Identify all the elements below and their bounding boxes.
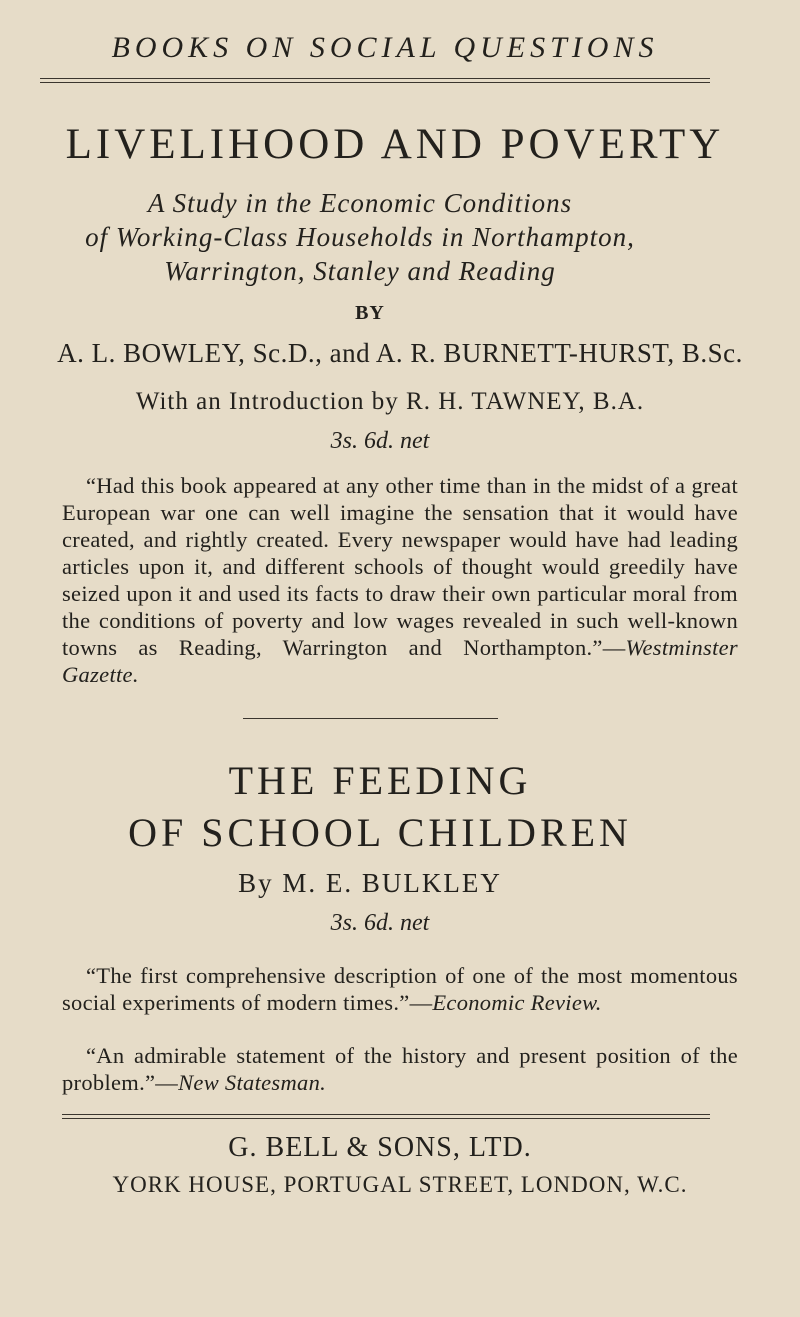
book1-subtitle-line-2: of Working-Class Households in Northampton, <box>85 222 635 252</box>
book1-review-text: “Had this book appeared at any other time than in the midst of a great European war one can well imagine the sensation that it would have created, and rightly created. Every newspaper would have had leading articles upon it, and different schools of thought would greedily have seized upon it and used its facts to draw their own particular moral from the conditions of poverty and low wages revealed in such well-known towns as Reading, Warrington and Northampton.”— <box>62 473 738 660</box>
publisher-address: YORK HOUSE, PORTUGAL STREET, LONDON, W.C. <box>112 1172 688 1197</box>
book2-review-2-text: “An admirable statement of the history and present position of the problem.”— <box>62 1043 738 1095</box>
book1-subtitle-line-3: Warrington, Stanley and Reading <box>164 256 556 286</box>
book1-by-label: BY <box>355 302 385 324</box>
book2-review-1-text: “The first comprehensive description of one of the most momentous social experiments of modern times.”— <box>62 963 738 1015</box>
book1-title: LIVELIHOOD AND POVERTY <box>65 121 725 168</box>
book2-price: 3s. 6d. net <box>330 910 430 936</box>
series-double-rule-top <box>40 78 710 79</box>
book1-subtitle-line-1: A Study in the Economic Conditions <box>147 188 573 218</box>
book1-price: 3s. 6d. net <box>330 428 430 454</box>
book2-author: By M. E. BULKLEY <box>238 868 502 898</box>
book1-review-quote <box>62 472 738 688</box>
book2-review-2 <box>62 1042 738 1096</box>
series-heading: BOOKS ON SOCIAL QUESTIONS <box>111 31 659 64</box>
publisher-name: G. BELL & SONS, LTD. <box>228 1132 532 1163</box>
section-divider <box>243 718 498 719</box>
book2-title-line-1: THE FEEDING <box>228 758 532 803</box>
publisher-double-rule-top <box>62 1114 710 1115</box>
book1-authors: A. L. BOWLEY, Sc.D., and A. R. BURNETT-HURST, B.Sc. <box>57 338 743 368</box>
series-double-rule-bottom <box>40 82 710 83</box>
book1-introduction-credit: With an Introduction by R. H. TAWNEY, B.A. <box>135 388 645 415</box>
book2-review-2-source: New Statesman. <box>178 1070 327 1095</box>
book2-review-1-source: Economic Review. <box>432 990 602 1015</box>
publisher-double-rule-bottom <box>62 1118 710 1119</box>
book2-title-line-2: OF SCHOOL CHILDREN <box>128 810 632 855</box>
book2-review-1 <box>62 962 738 1016</box>
book1-review-source: Westminster Gazette. <box>62 635 738 687</box>
